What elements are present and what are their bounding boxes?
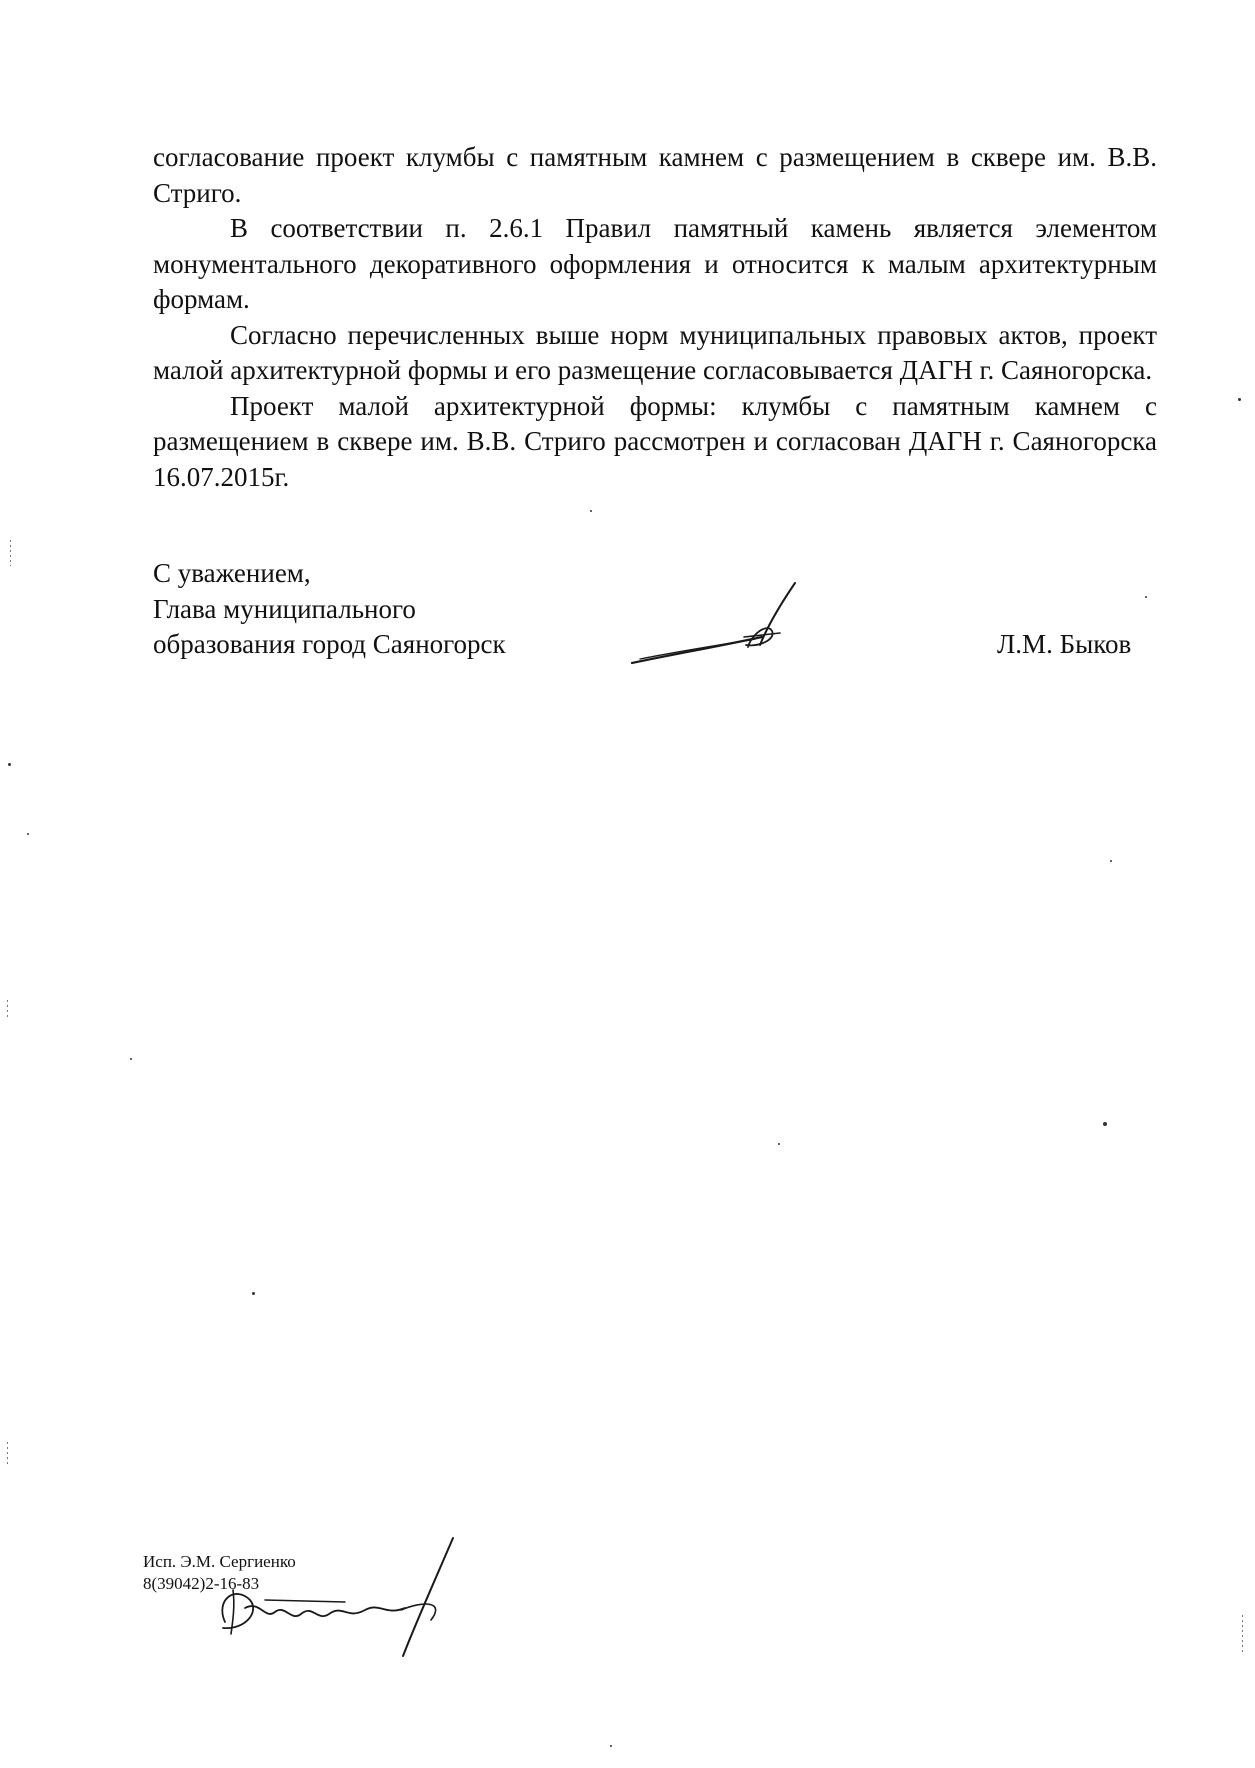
scan-speck: [610, 1745, 612, 1747]
signer-position-line1: Глава муниципального: [153, 593, 416, 624]
scan-speck: [252, 1292, 255, 1295]
scan-speck: [8, 763, 11, 766]
scan-speck: [778, 1143, 780, 1145]
scan-speck: [27, 833, 29, 835]
scan-speck: [1238, 398, 1241, 401]
signer-position-line2: образования город Саяногорск: [153, 629, 506, 659]
scan-speck: [1103, 1122, 1107, 1126]
letter-body: [153, 140, 1157, 495]
scan-speck: [1110, 860, 1112, 862]
scan-edge-mark: [10, 540, 11, 566]
scan-edge-mark: [7, 1442, 8, 1464]
closing-block: [153, 556, 506, 663]
executor-name: Исп. Э.М. Сергиенко: [143, 1552, 296, 1571]
executor-phone: 8(39042)2-16-83: [143, 1574, 260, 1593]
paragraph-approval: Проект малой архитектурной формы: клумбы с памятным камнем с размещением в сквере им. В.В. Стриго рассмотрен и согласован ДАГН г. Саяногорска 16.07.2015г.: [153, 390, 1157, 492]
handwritten-signature: [620, 575, 820, 675]
scan-edge-mark: [1242, 1615, 1243, 1655]
signer-name: Л.М. Быков: [997, 629, 1132, 659]
paragraph-norms: Согласно перечисленных выше норм муниципальных правовых актов, проект малой архитектурной формы и его размещение согласовывается ДАГН г. Саяногорска.: [153, 319, 1157, 385]
paragraph-rules-reference: В соответствии п. 2.6.1 Правил памятный камень является элементом монументального декоративного оформления и относится к малым архитектурным формам.: [153, 213, 1157, 314]
scan-speck: [1145, 596, 1147, 598]
salutation: С уважением,: [153, 558, 311, 588]
scan-speck: [590, 510, 592, 512]
paragraph-continuation: согласование проект клумбы с памятным камнем с размещением в сквере им. В.В. Стриго.: [153, 142, 1157, 208]
executor-signature: [205, 1530, 465, 1660]
scan-speck: [130, 1058, 132, 1060]
scan-edge-mark: [7, 1000, 8, 1020]
